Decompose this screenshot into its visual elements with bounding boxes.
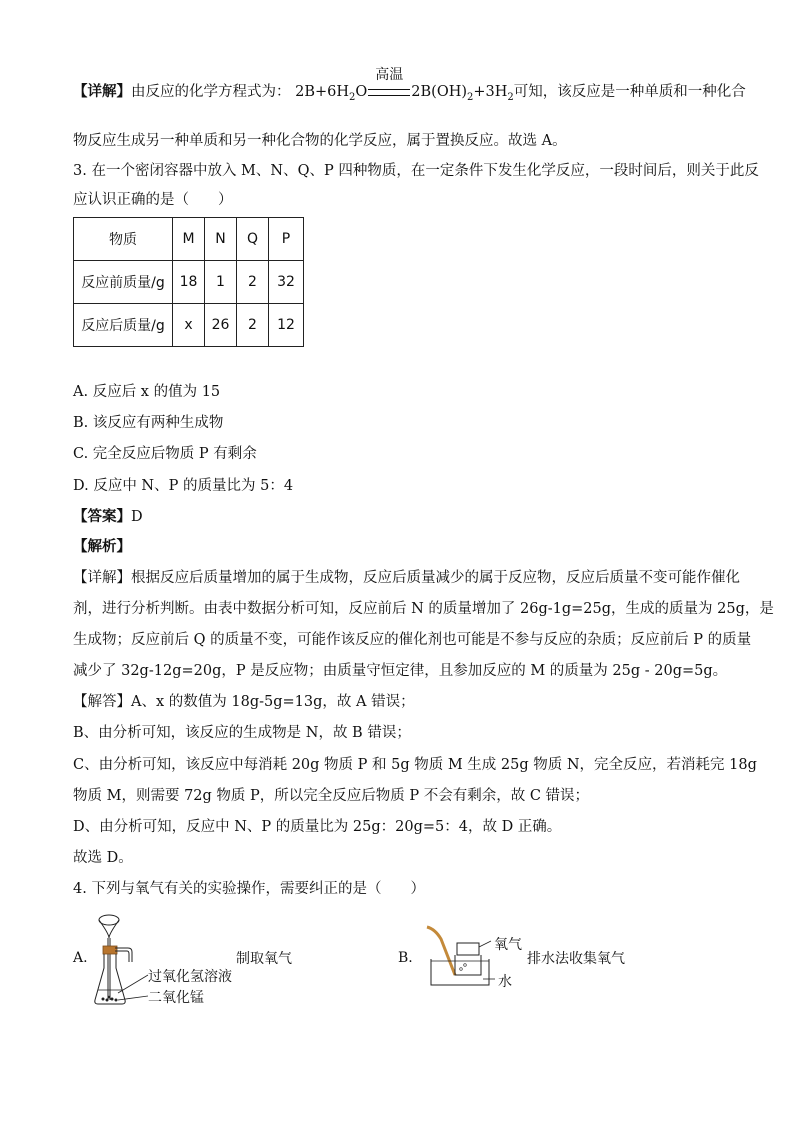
answer-line bbox=[73, 507, 143, 527]
label-manganese-dioxide: 二氧化锰 bbox=[148, 990, 204, 1006]
chemical-equation bbox=[295, 67, 514, 108]
equation-rhs1: 2B(OH) bbox=[411, 84, 468, 100]
detail-line-2: 物反应生成另一种单质和另一种化合物的化学反应，属于置换反应。故选 A。 bbox=[73, 133, 567, 149]
option-a: A. 反应后 x 的值为 15 bbox=[73, 384, 221, 400]
equation-lhs: 2B+6H bbox=[295, 84, 350, 100]
detail-line: 剂，进行分析判断。由表中数据分析可知，反应前后 N 的质量增加了 26g-1g=25g，生成的质量为 25g，是 bbox=[73, 601, 774, 617]
detail-pre-text: 由反应的化学方程式为： bbox=[131, 84, 291, 100]
mass-table bbox=[73, 217, 304, 347]
q4-option-a-caption: 制取氧气 bbox=[236, 951, 292, 967]
label-water: 水 bbox=[498, 974, 512, 990]
table-cell: 反应前质量/g bbox=[74, 261, 173, 304]
table-header-cell: M bbox=[173, 218, 205, 261]
table-header-cell: Q bbox=[237, 218, 269, 261]
option-c: C. 完全反应后物质 P 有剩余 bbox=[73, 446, 257, 462]
equation-rhs1-sub: 2 bbox=[467, 91, 474, 103]
label-hydrogen-peroxide: 过氧化氢溶液 bbox=[148, 969, 232, 985]
table-cell: 26 bbox=[205, 304, 237, 347]
table-cell: 32 bbox=[269, 261, 304, 304]
table-cell: 1 bbox=[205, 261, 237, 304]
detail-equation-line bbox=[73, 67, 746, 108]
table-cell: 18 bbox=[173, 261, 205, 304]
water-trough-apparatus-icon bbox=[425, 925, 505, 991]
q4-option-b-caption: 排水法收集氧气 bbox=[527, 951, 625, 967]
equals-bar bbox=[368, 89, 410, 96]
equation-lhs-end: O bbox=[355, 84, 368, 100]
q4-option-a-letter: A. bbox=[73, 950, 88, 966]
option-b: B. 该反应有两种生成物 bbox=[73, 415, 224, 431]
q4-stem: 4. 下列与氧气有关的实验操作，需要纠正的是（ ） bbox=[73, 881, 425, 897]
table-header-cell: 物质 bbox=[74, 218, 173, 261]
equation-lhs-sub: 2 bbox=[349, 91, 356, 103]
solution-line: C、由分析可知，该反应中每消耗 20g 物质 P 和 5g 物质 M 生成 25g 物质 N，完全反应，若消耗完 18g bbox=[73, 757, 757, 773]
equation-rhs2-sub: 2 bbox=[507, 91, 514, 103]
table-row bbox=[74, 261, 304, 304]
table-row bbox=[74, 304, 304, 347]
q3-stem-line-2: 应认识正确的是（ ） bbox=[73, 192, 233, 208]
reaction-condition bbox=[368, 67, 410, 102]
q4-option-b-letter: B. bbox=[398, 950, 413, 966]
detail-line: 减少了 32g-12g=20g，P 是反应物；由质量守恒定律，且参加反应的 M 的质量为 25g - 20g=5g。 bbox=[73, 663, 728, 679]
detail-tag: 【详解】 bbox=[73, 83, 131, 100]
table-cell: 2 bbox=[237, 304, 269, 347]
equation-rhs2: +3H bbox=[473, 84, 508, 100]
table-cell: x bbox=[173, 304, 205, 347]
answer-value: D bbox=[131, 509, 143, 525]
solution-line: 故选 D。 bbox=[73, 850, 133, 866]
option-d: D. 反应中 N、P 的质量比为 5：4 bbox=[73, 478, 294, 494]
condition-text: 高温 bbox=[375, 67, 404, 83]
table-header-cell: P bbox=[269, 218, 304, 261]
table-header-row bbox=[74, 218, 304, 261]
answer-tag: 【答案】 bbox=[73, 508, 131, 525]
table-cell: 反应后质量/g bbox=[74, 304, 173, 347]
detail-line: 生成物；反应前后 Q 的质量不变，可能作该反应的催化剂也可能是不参与反应的杂质；反应前后 P 的质量 bbox=[73, 632, 752, 648]
q3-stem-line-1: 3. 在一个密闭容器中放入 M、N、Q、P 四种物质，在一定条件下发生化学反应，一段时间后，则关于此反 bbox=[73, 163, 759, 179]
solution-line: 【解答】A、x 的数值为 18g-5g=13g，故 A 错误； bbox=[73, 694, 415, 710]
detail-post-text: 可知，该反应是一种单质和一种化合 bbox=[513, 84, 746, 100]
solution-line: B、由分析可知，该反应的生成物是 N，故 B 错误； bbox=[73, 725, 411, 741]
table-header-cell: N bbox=[205, 218, 237, 261]
solution-line: 物质 M，则需要 72g 物质 P，所以完全反应后物质 P 不会有剩余，故 C 错误； bbox=[73, 788, 590, 804]
detail-line: 【详解】根据反应后质量增加的属于生成物，反应后质量减少的属于反应物，反应后质量不变可能作催化 bbox=[73, 570, 740, 586]
solution-line: D、由分析可知，反应中 N、P 的质量比为 25g：20g=5：4，故 D 正确。 bbox=[73, 819, 562, 835]
analysis-tag: 【解析】 bbox=[73, 538, 131, 555]
table-cell: 12 bbox=[269, 304, 304, 347]
label-oxygen: 氧气 bbox=[494, 937, 522, 953]
table-cell: 2 bbox=[237, 261, 269, 304]
